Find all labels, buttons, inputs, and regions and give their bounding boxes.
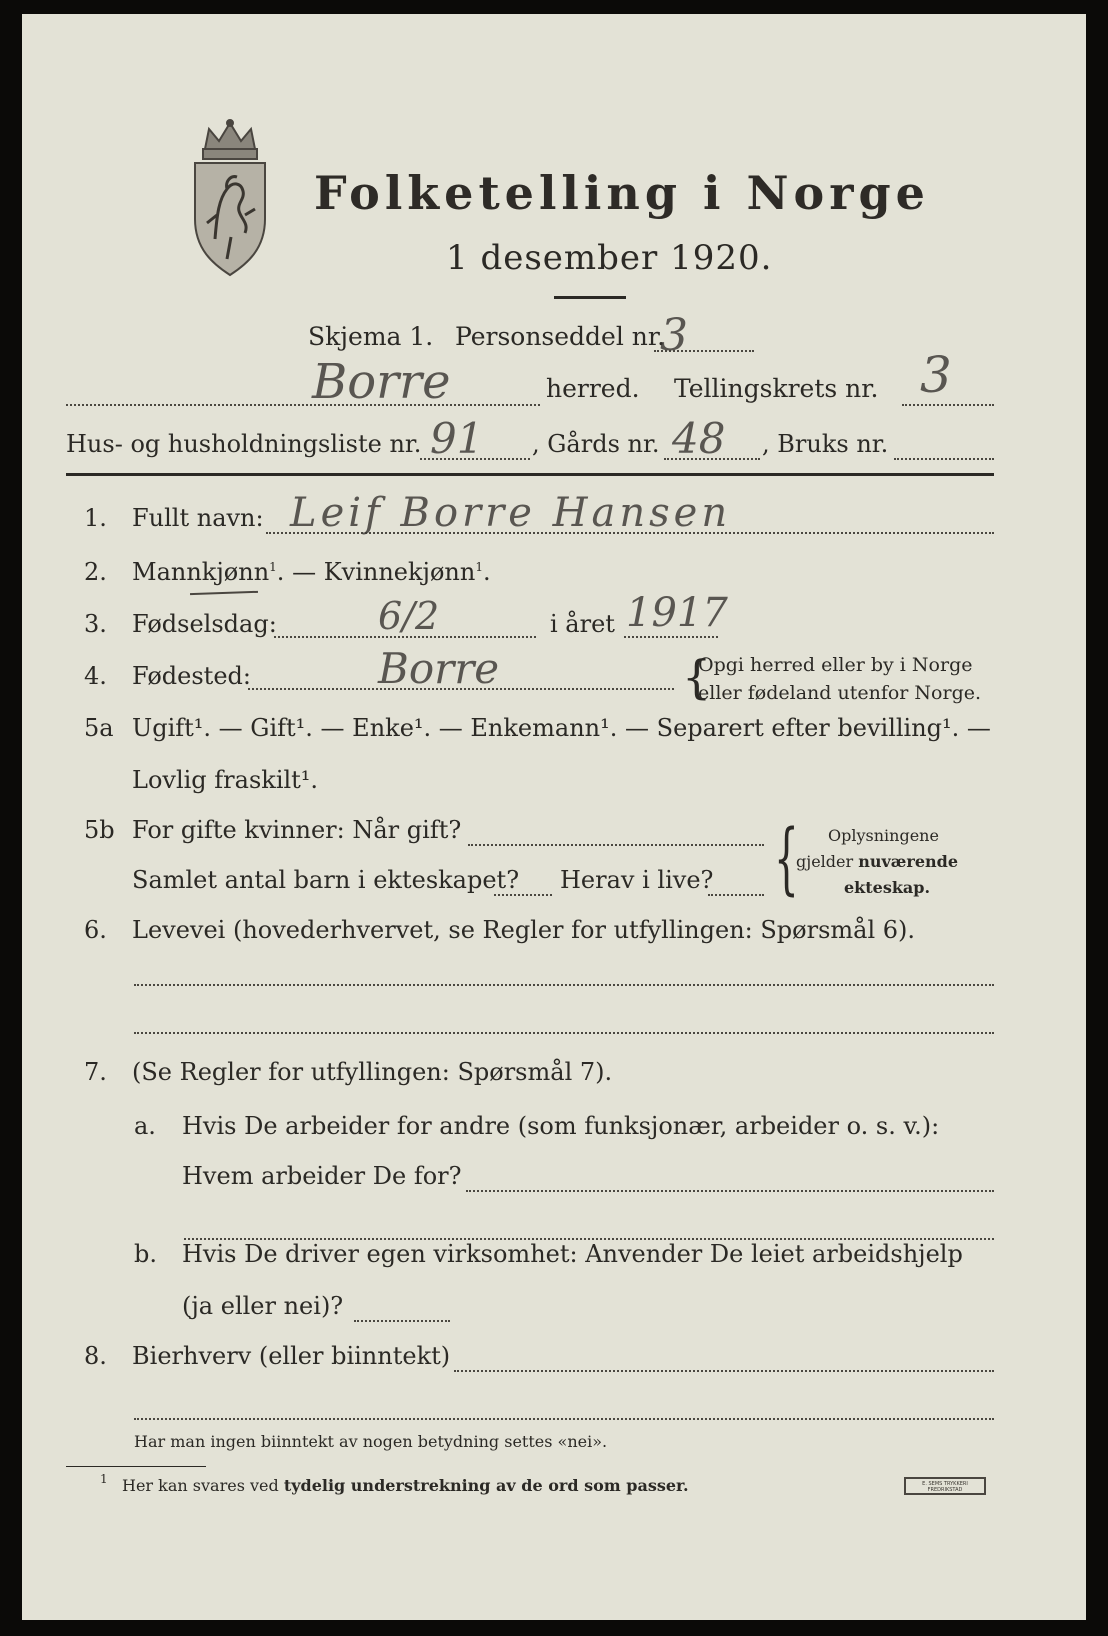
q3-birthday-value: 6/2 (378, 594, 440, 638)
q3-year-dotted-line (624, 636, 718, 638)
bruks-dotted-line (894, 458, 994, 460)
herred-label: herred. (546, 374, 640, 403)
q4-note-brace: { (682, 650, 712, 704)
q5b-number: 5b (84, 816, 115, 844)
printer-stamp: E. SEMS TRYKKERI FREDRIKSTAD (904, 1477, 986, 1495)
bruks-label: , Bruks nr. (762, 430, 889, 458)
q5b-note-line2: gjelder nuværende (796, 852, 959, 871)
q7b-letter: b. (134, 1240, 157, 1268)
q5a-marital-options: Ugift¹. — Gift¹. — Enke¹. — Enkemann¹. — Separert efter bevilling¹. — (132, 714, 991, 742)
hus-label: Hus- og husholdningsliste nr. (66, 430, 422, 458)
q2-female-option: Kvinnekjønn (323, 558, 476, 586)
q1-label: Fullt navn: (132, 504, 264, 532)
herred-value: Borre (312, 354, 451, 410)
q6-label: Levevei (hovederhvervet, se Regler for utfyllingen: Spørsmål 6). (132, 916, 916, 944)
q8-dotted-line (454, 1370, 994, 1372)
tellingskrets-value: 3 (920, 346, 952, 404)
title-divider (554, 296, 626, 299)
q7-label: (Se Regler for utfyllingen: Spørsmål 7). (132, 1058, 613, 1086)
footnote-rule (66, 1466, 206, 1467)
q5b-alive-dotted-line (708, 894, 764, 896)
q7-number: 7. (84, 1058, 107, 1086)
form-date: 1 desember 1920. (446, 238, 773, 278)
q7b-line1: Hvis De driver egen virksomhet: Anvender De leiet arbeidshjelp (182, 1240, 963, 1268)
q5b-note-brace: { (774, 814, 799, 904)
tellingskrets-label: Tellingskrets nr. (674, 374, 879, 403)
norway-coat-of-arms-icon (187, 119, 273, 279)
q3-number: 3. (84, 610, 107, 638)
q6-dotted-line-1 (134, 984, 994, 986)
skjema-label: Skjema 1. (308, 322, 434, 351)
q5b-alive-label: Herav i live? (560, 866, 714, 894)
personseddel-label: Personseddel nr. (455, 322, 666, 351)
footnote-text: Her kan svares ved tydelig understrekning av de ord som passer. (122, 1476, 689, 1495)
gards-value: 48 (672, 414, 726, 463)
q6-dotted-line-2 (134, 1032, 994, 1034)
hus-value: 91 (430, 414, 484, 463)
q5a-number: 5a (84, 714, 114, 742)
q6-number: 6. (84, 916, 107, 944)
herred-dotted-line (66, 404, 540, 406)
footnote-marker: 1 (100, 1472, 108, 1486)
q8-label: Bierhverv (eller biinntekt) (132, 1342, 451, 1370)
census-form-page (22, 14, 1086, 1620)
q2-number: 2. (84, 558, 107, 586)
tellingskrets-dotted-line (902, 404, 994, 406)
form-title: Folketelling i Norge (314, 166, 930, 220)
q1-number: 1. (84, 504, 107, 532)
q7a-employer-dotted-line (466, 1190, 994, 1192)
q5b-children-label: Samlet antal barn i ekteskapet? (132, 866, 520, 894)
q2-male-option: Mannkjønn (132, 558, 270, 586)
gards-label: , Gårds nr. (532, 430, 660, 458)
q7b-hired-help-label: (ja eller nei)? (182, 1292, 344, 1320)
q4-label: Fødested: (132, 662, 251, 690)
q8-extra-dotted-line (134, 1418, 994, 1420)
q3-label: Fødselsdag: (132, 610, 277, 638)
q7b-dotted-line (354, 1320, 450, 1322)
q8-number: 8. (84, 1342, 107, 1370)
q5b-children-dotted-line (494, 894, 552, 896)
personseddel-value: 3 (660, 310, 688, 361)
q2-sex-options: Mannkjønn$^1$. — Kvinnekjønn$^1$. (132, 558, 491, 586)
q2-male-underline (190, 591, 258, 595)
q7a-line1: Hvis De arbeider for andre (som funksjonær, arbeider o. s. v.): (182, 1112, 940, 1140)
q4-birthplace-value: Borre (378, 644, 500, 693)
q3-year-label: i året (550, 610, 615, 638)
q5b-note-line1: Oplysningene (828, 826, 939, 845)
q5a-divorced-option: Lovlig fraskilt¹. (132, 766, 319, 794)
header-separator (66, 473, 994, 476)
q5b-married-dotted-line (468, 844, 764, 846)
q4-number: 4. (84, 662, 107, 690)
q7a-employer-label: Hvem arbeider De for? (182, 1162, 462, 1190)
q4-note-line2: eller fødeland utenfor Norge. (698, 682, 982, 704)
q8-note: Har man ingen biinntekt av nogen betydning settes «nei». (134, 1432, 608, 1451)
q7a-letter: a. (134, 1112, 156, 1140)
q1-full-name-value: Leif Borre Hansen (290, 490, 732, 536)
q5b-note-line3: ekteskap. (844, 878, 931, 897)
q3-year-value: 1917 (626, 590, 728, 636)
q5b-married-when-label: For gifte kvinner: Når gift? (132, 816, 462, 844)
q4-note-line1: Opgi herred eller by i Norge (698, 654, 973, 676)
